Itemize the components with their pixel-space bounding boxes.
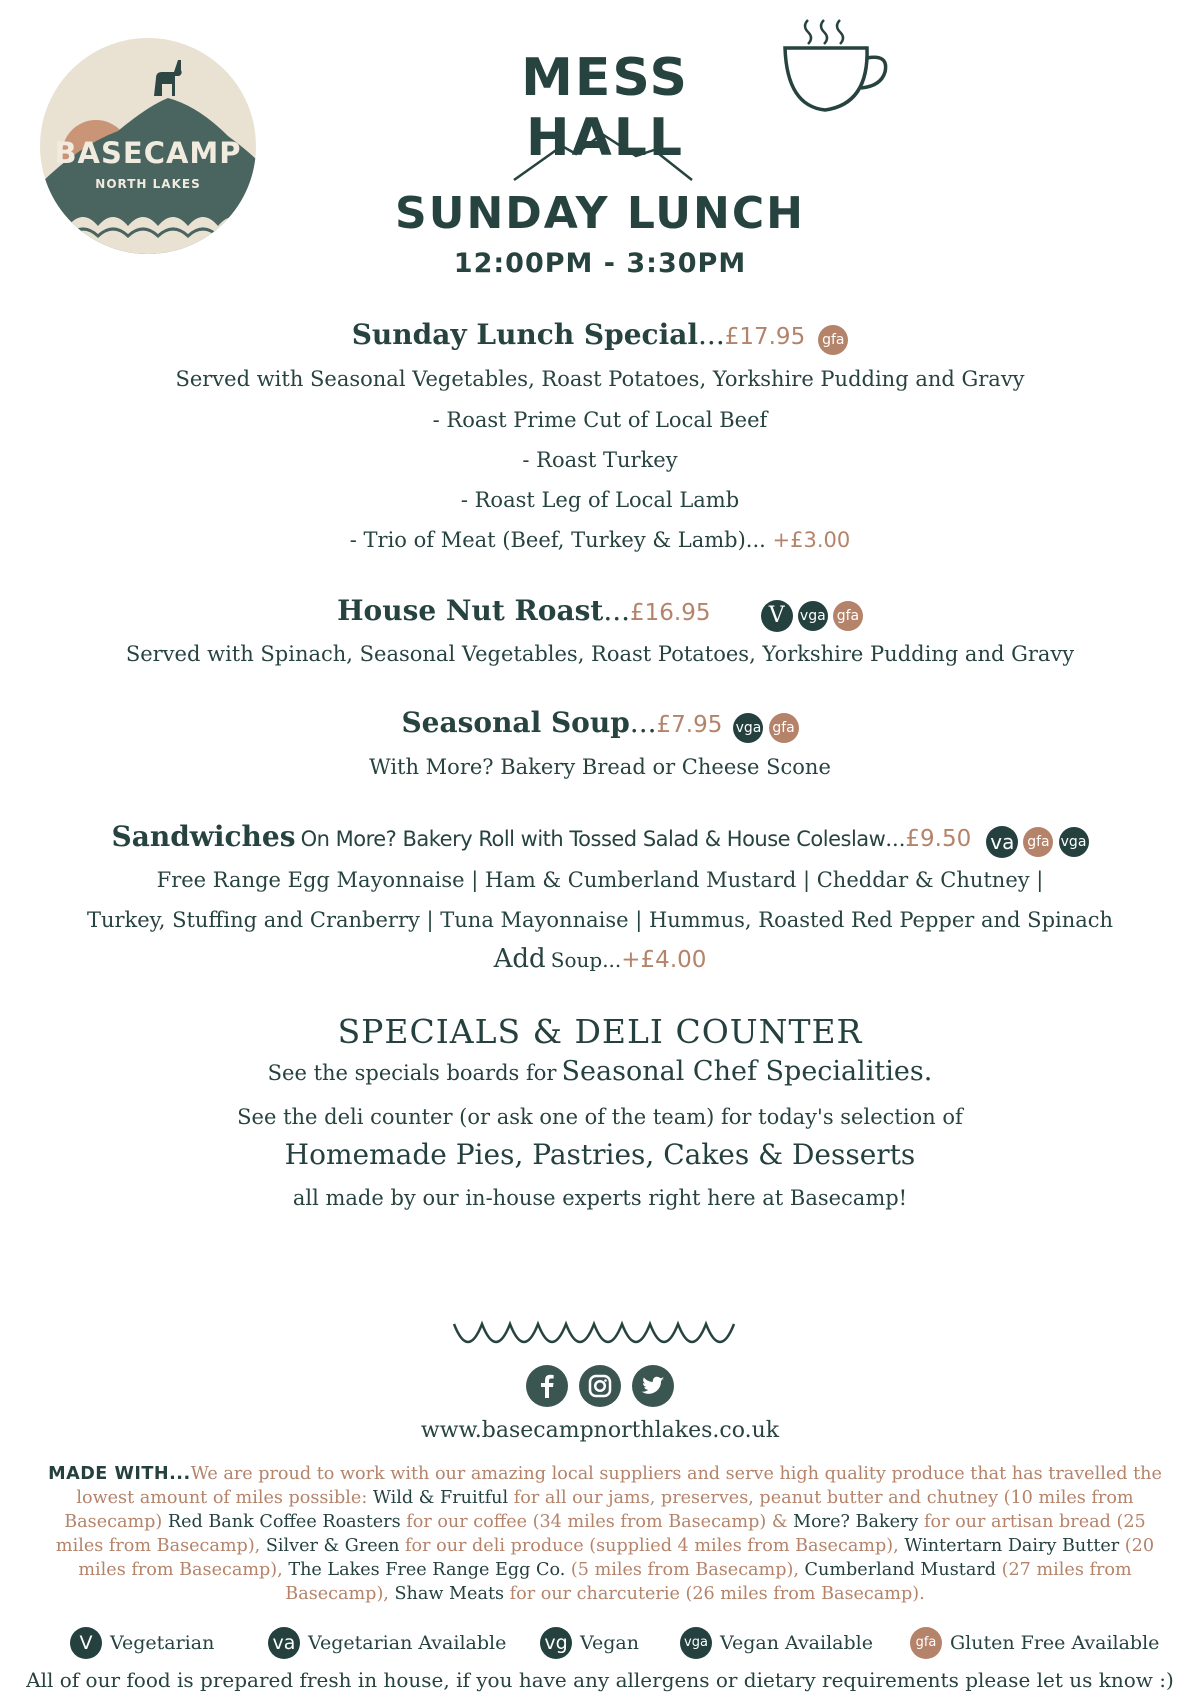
- supplier-segment: for our charcuterie (26 miles from Basecamp).: [504, 1584, 925, 1604]
- wave-divider-icon: [450, 1318, 750, 1358]
- supplier-segment: More? Bakery: [793, 1512, 919, 1532]
- specials-line-1-text: See the specials boards for: [267, 1061, 557, 1085]
- dish-dots: ...: [603, 594, 631, 627]
- specials-title: SPECIALS & DELI COUNTER: [337, 1012, 863, 1051]
- legend-label: Vegan: [580, 1632, 639, 1654]
- legend-item: [910, 1627, 1159, 1659]
- dish-name: Sunday Lunch Special: [351, 318, 699, 351]
- specials-line-1: [0, 1056, 1200, 1087]
- dish-name: Sandwiches: [111, 820, 296, 853]
- vegan-available-badge: vga: [733, 713, 763, 743]
- legend-label: Vegetarian Available: [308, 1632, 507, 1654]
- dish-dots: ...: [885, 827, 906, 851]
- option-beef: - Roast Prime Cut of Local Beef: [432, 408, 768, 432]
- specials-line-2: See the deli counter (or ask one of the team) for today's selection of: [237, 1105, 963, 1129]
- menu-item-nut-roast: [0, 594, 1200, 632]
- opening-hours: 12:00PM - 3:30PM: [453, 248, 747, 279]
- suppliers-text: [56, 1464, 1162, 1604]
- gfa-badge: gfa: [769, 713, 799, 743]
- supplier-segment: We are proud to work with our amazing local suppliers and serve high quality produce that has travelled the lowest amount of miles possible:: [76, 1464, 1162, 1508]
- legend-item: [268, 1627, 506, 1659]
- supplier-segment: Wintertarn Dairy Butter: [904, 1536, 1120, 1556]
- supplier-segment: Shaw Meats: [394, 1584, 505, 1604]
- suppliers-paragraph: [40, 1462, 1170, 1606]
- instagram-icon[interactable]: [579, 1365, 621, 1407]
- dish-description: Served with Seasonal Vegetables, Roast Potatoes, Yorkshire Pudding and Gravy: [175, 367, 1025, 391]
- trio-price: +£3.00: [772, 528, 851, 552]
- vegan-available-badge: vga: [798, 601, 828, 631]
- gfa-badge: gfa: [833, 601, 863, 631]
- dish-description: Served with Spinach, Seasonal Vegetables, Roast Potatoes, Yorkshire Pudding and Gravy: [125, 642, 1075, 666]
- legend-badge-icon: vga: [680, 1627, 712, 1659]
- supplier-segment: for our deli produce (supplied 4 miles from Basecamp),: [399, 1536, 905, 1556]
- dietary-legend: [0, 1627, 1200, 1667]
- legend-badge-icon: va: [268, 1627, 300, 1659]
- vegan-available-badge: vga: [1059, 827, 1089, 857]
- dish-dots: ...: [629, 706, 657, 739]
- vegetarian-available-badge: va: [986, 826, 1018, 858]
- legend-item: [540, 1627, 639, 1659]
- legend-label: Vegetarian: [110, 1632, 215, 1654]
- menu-item-sunday-special: [0, 318, 1200, 355]
- coffee-cup-icon: [775, 14, 895, 118]
- trio-label: - Trio of Meat (Beef, Turkey & Lamb): [349, 528, 746, 552]
- supplier-segment: for our artisan bread (25 miles from Basecamp),: [55, 1512, 1146, 1556]
- logo-subtitle: NORTH LAKES: [95, 177, 201, 191]
- supplier-segment: (5 miles from Basecamp),: [565, 1560, 805, 1580]
- supplier-segment: Cumberland Mustard: [804, 1560, 997, 1580]
- option-lamb: - Roast Leg of Local Lamb: [460, 488, 740, 512]
- supplier-segment: Wild & Fruitful: [372, 1488, 509, 1508]
- dish-name: Seasonal Soup: [401, 706, 630, 739]
- specials-highlight: Seasonal Chef Specialities.: [561, 1056, 933, 1087]
- allergen-note: All of our food is prepared fresh in house, if you have any allergens or dietary requirements please let us know :): [26, 1668, 1174, 1692]
- website-link[interactable]: www.basecampnorthlakes.co.uk: [420, 1418, 780, 1443]
- section-title: SUNDAY LUNCH: [395, 188, 805, 239]
- add-price: +£4.00: [621, 947, 707, 973]
- add-item: Soup: [550, 948, 603, 972]
- mountain-divider-icon: [512, 128, 694, 188]
- twitter-icon[interactable]: [632, 1365, 674, 1407]
- option-trio: [0, 528, 1200, 552]
- supplier-segment: Silver & Green: [265, 1536, 400, 1556]
- gfa-badge: gfa: [818, 325, 848, 355]
- add-dots: ...: [602, 948, 622, 972]
- dish-description: With More? Bakery Bread or Cheese Scone: [369, 755, 831, 779]
- legend-label: Vegan Available: [720, 1632, 873, 1654]
- supplier-segment: (20 miles from Basecamp),: [78, 1536, 1155, 1580]
- supplier-segment: for our coffee (34 miles from Basecamp) &: [400, 1512, 794, 1532]
- supplier-segment: The Lakes Free Range Egg Co.: [288, 1560, 566, 1580]
- dish-price: £17.95: [724, 324, 806, 350]
- supplier-segment: Red Bank Coffee Roasters: [167, 1512, 401, 1532]
- dish-name: House Nut Roast: [337, 594, 604, 627]
- sandwich-fillings-1: Free Range Egg Mayonnaise | Ham & Cumberland Mustard | Cheddar & Chutney |: [156, 868, 1044, 892]
- option-turkey: - Roast Turkey: [522, 448, 678, 472]
- legend-badge-icon: vg: [540, 1627, 572, 1659]
- vegetarian-badge: V: [761, 600, 793, 632]
- dish-detail: On More? Bakery Roll with Tossed Salad & House Coleslaw: [300, 827, 886, 851]
- gfa-badge: gfa: [1023, 827, 1053, 857]
- specials-line-3: Homemade Pies, Pastries, Cakes & Desserts: [284, 1138, 916, 1171]
- dish-price: £7.95: [656, 712, 723, 738]
- dish-price: £16.95: [630, 600, 711, 626]
- social-links: [0, 1365, 1200, 1407]
- made-with-label: MADE WITH...: [48, 1464, 191, 1484]
- dish-price: £9.50: [905, 826, 972, 852]
- legend-label: Gluten Free Available: [950, 1632, 1160, 1654]
- specials-line-4: all made by our in-house experts right here at Basecamp!: [292, 1186, 908, 1210]
- page-title: MESS HALL: [521, 48, 689, 168]
- trio-dots: ...: [745, 528, 766, 552]
- menu-item-soup: [0, 706, 1200, 743]
- sandwich-fillings-2: Turkey, Stuffing and Cranberry | Tuna Mayonnaise | Hummus, Roasted Red Pepper and Spinach: [86, 908, 1114, 932]
- legend-badge-icon: V: [70, 1627, 102, 1659]
- logo-name: BASECAMP: [54, 136, 242, 170]
- legend-item: [70, 1627, 214, 1659]
- legend-badge-icon: gfa: [910, 1627, 942, 1659]
- add-soup-line: [0, 944, 1200, 974]
- menu-item-sandwiches: [0, 820, 1200, 858]
- add-label: Add: [493, 944, 546, 974]
- supplier-segment: for all our jams, preserves, peanut butter and chutney (10 miles from Basecamp): [64, 1488, 1134, 1532]
- facebook-icon[interactable]: [526, 1365, 568, 1407]
- dish-dots: ...: [698, 318, 725, 351]
- legend-item: [680, 1627, 873, 1659]
- supplier-segment: (27 miles from Basecamp),: [285, 1560, 1132, 1604]
